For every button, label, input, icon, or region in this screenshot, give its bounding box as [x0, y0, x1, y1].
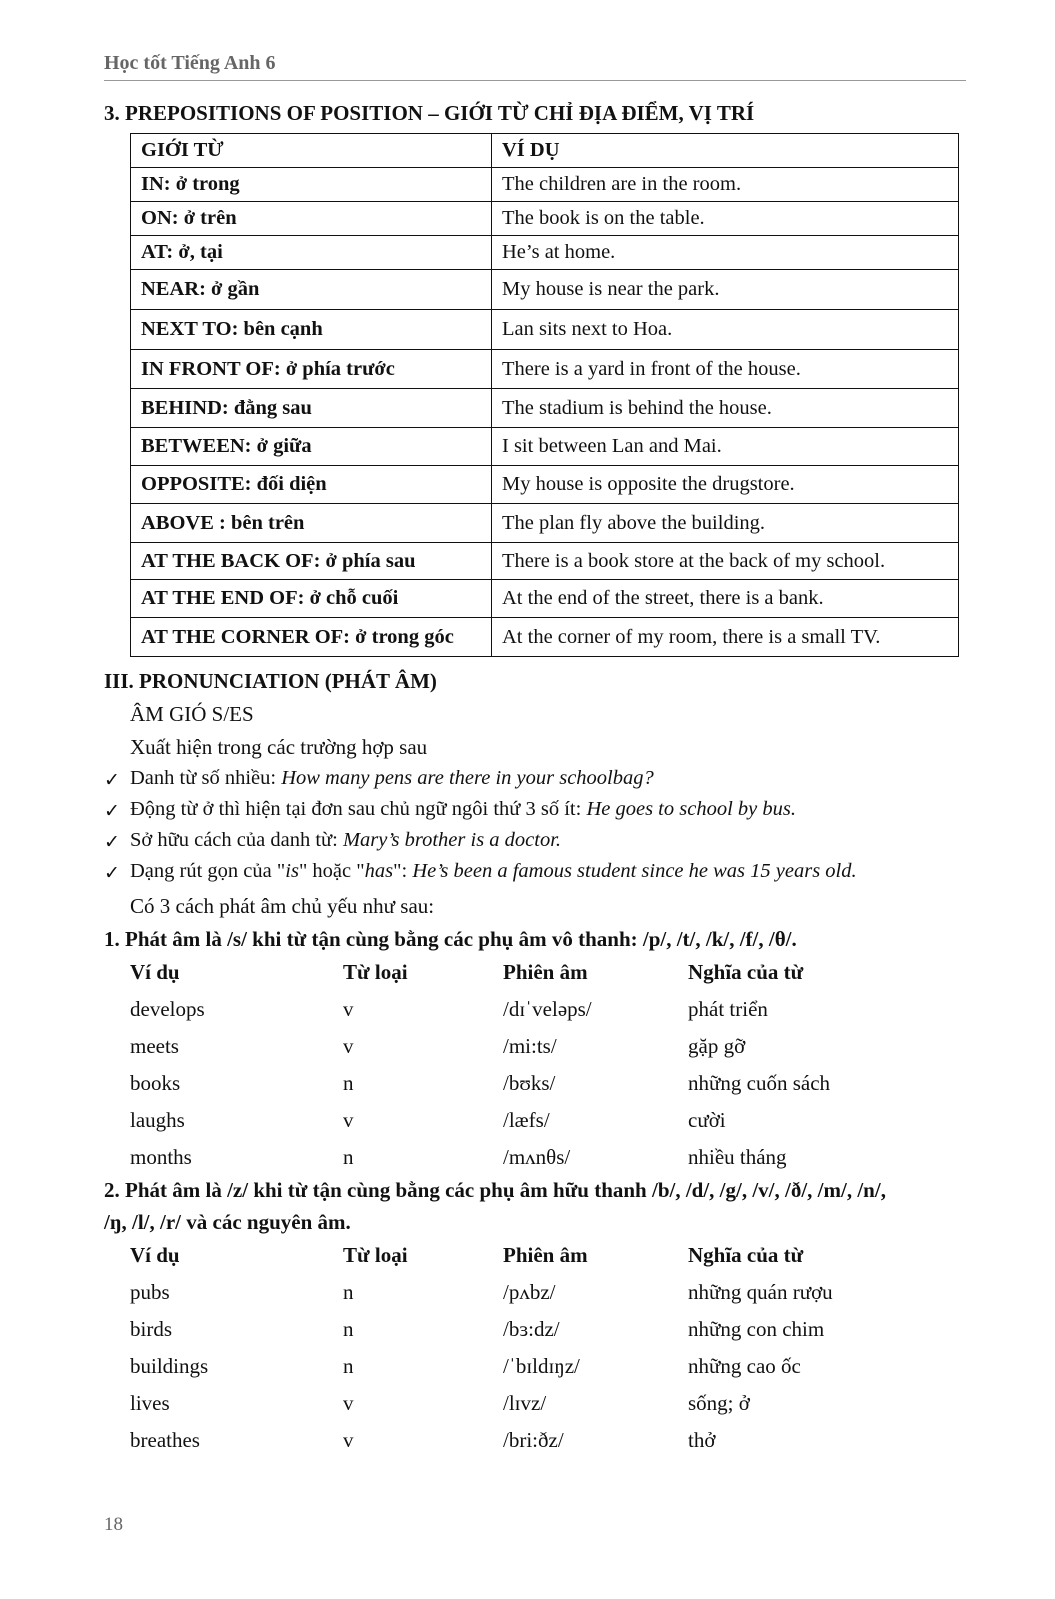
transcription: /lɪvz/ — [503, 1391, 547, 1415]
meaning: nhiều tháng — [688, 1145, 787, 1169]
word: lives — [130, 1391, 170, 1415]
bullet-text: " hoặc " — [298, 860, 365, 882]
word-type: v — [343, 1391, 354, 1415]
table-row — [131, 236, 959, 270]
preposition-cell: AT: ở, tại — [131, 236, 492, 270]
preposition-cell: OPPOSITE: đối diện — [131, 466, 492, 504]
preposition-cell: AT THE BACK OF: ở phía sau — [131, 543, 492, 580]
word-row — [130, 1354, 930, 1391]
table-row — [131, 389, 959, 428]
bullet-text: ": — [393, 860, 413, 882]
table-row — [131, 580, 959, 618]
pronunciation-intro: Xuất hiện trong các trường hợp sau — [130, 735, 428, 759]
transcription: /dɪˈveləps/ — [503, 997, 592, 1021]
prepositions-table — [130, 133, 959, 657]
word-type: v — [343, 1034, 354, 1058]
table-row — [131, 466, 959, 504]
word-table-header — [130, 960, 930, 997]
preposition-cell: ON: ở trên — [131, 202, 492, 236]
col-header-word-type: Từ loại — [343, 1243, 408, 1267]
example-cell: The stadium is behind the house. — [492, 389, 959, 428]
col-header-preposition: GIỚI TỪ — [131, 134, 492, 168]
pronunciation-heading: III. PRONUNCIATION (PHÁT ÂM) — [104, 669, 437, 693]
col-header-word-type: Từ loại — [343, 960, 408, 984]
table-row — [131, 350, 959, 389]
example-cell: The book is on the table. — [492, 202, 959, 236]
page-number: 18 — [104, 1514, 123, 1535]
word: birds — [130, 1317, 172, 1341]
word-type: n — [343, 1280, 354, 1304]
preposition-cell: BETWEEN: ở giữa — [131, 428, 492, 466]
word-row — [130, 997, 930, 1034]
word-table-header — [130, 1243, 930, 1280]
bullet-text: Sở hữu cách của danh từ: — [130, 829, 343, 851]
transcription: /bɜ:dz/ — [503, 1317, 560, 1341]
transcription: /bri:ðz/ — [503, 1428, 564, 1452]
word: breathes — [130, 1428, 200, 1452]
bullet-example: He’s been a famous student since he was 15 years old. — [412, 860, 857, 882]
bullet-word-has: has — [364, 860, 394, 882]
table-row — [131, 428, 959, 466]
word-row — [130, 1428, 930, 1465]
bullet-text: Động từ ở thì hiện tại đơn sau chủ ngữ ngôi thứ 3 số ít: — [130, 798, 587, 820]
pronunciation-subheading: ÂM GIÓ S/ES — [130, 702, 254, 726]
preposition-cell: AT THE END OF: ở chỗ cuối — [131, 580, 492, 618]
table-row — [131, 310, 959, 350]
bullet-text: Danh từ số nhiều: — [130, 767, 282, 789]
meaning: những quán rượu — [688, 1280, 833, 1304]
word-row — [130, 1071, 930, 1108]
meaning: gặp gỡ — [688, 1034, 746, 1058]
rule2-heading-line1: 2. Phát âm là /z/ khi từ tận cùng bằng các phụ âm hữu thanh /b/, /d/, /g/, /v/, /ð/, /m/, /n/, — [104, 1178, 886, 1202]
meaning: những cao ốc — [688, 1354, 801, 1378]
col-header-transcription: Phiên âm — [503, 1243, 588, 1267]
transcription: /mʌnθs/ — [503, 1145, 571, 1169]
word: meets — [130, 1034, 179, 1058]
check-icon: ✓ — [104, 801, 120, 822]
bullet-possessive — [130, 829, 561, 852]
check-icon: ✓ — [104, 832, 120, 853]
word-type: v — [343, 997, 354, 1021]
meaning: phát triển — [688, 997, 768, 1021]
bullet-word-is: is — [285, 860, 299, 882]
example-cell: The children are in the room. — [492, 168, 959, 202]
table-row — [131, 270, 959, 310]
running-header: Học tốt Tiếng Anh 6 — [104, 52, 276, 74]
word-row — [130, 1391, 930, 1428]
example-cell: He’s at home. — [492, 236, 959, 270]
table-row — [131, 504, 959, 543]
transcription: /pʌbz/ — [503, 1280, 556, 1304]
ways-intro: Có 3 cách phát âm chủ yếu như sau: — [130, 894, 435, 918]
meaning: những cuốn sách — [688, 1071, 831, 1095]
word: buildings — [130, 1354, 209, 1378]
table-row — [131, 202, 959, 236]
meaning: những con chim — [688, 1317, 825, 1341]
example-cell: At the corner of my room, there is a small TV. — [492, 618, 959, 657]
word-type: v — [343, 1428, 354, 1452]
example-cell: At the end of the street, there is a bank. — [492, 580, 959, 618]
col-header-example: Ví dụ — [130, 960, 180, 984]
check-icon: ✓ — [104, 770, 120, 791]
word: laughs — [130, 1108, 185, 1132]
col-header-meaning: Nghĩa của từ — [688, 960, 804, 984]
preposition-cell: IN: ở trong — [131, 168, 492, 202]
transcription: /bʊks/ — [503, 1071, 556, 1095]
preposition-cell: ABOVE : bên trên — [131, 504, 492, 543]
preposition-cell: BEHIND: đằng sau — [131, 389, 492, 428]
rule1-word-table — [130, 960, 930, 1182]
example-cell: My house is near the park. — [492, 270, 959, 310]
example-cell: There is a book store at the back of my school. — [492, 543, 959, 580]
meaning: cười — [688, 1108, 726, 1132]
col-header-example: Ví dụ — [130, 1243, 180, 1267]
bullet-text: Dạng rút gọn của " — [130, 860, 286, 882]
meaning: sống; ở — [688, 1391, 750, 1415]
word: months — [130, 1145, 192, 1169]
transcription: /læfs/ — [503, 1108, 550, 1132]
header-divider — [104, 80, 966, 81]
example-cell: There is a yard in front of the house. — [492, 350, 959, 389]
transcription: /ˈbɪldɪŋz/ — [503, 1354, 580, 1378]
word: pubs — [130, 1280, 170, 1304]
word-row — [130, 1108, 930, 1145]
preposition-cell: AT THE CORNER OF: ở trong góc — [131, 618, 492, 657]
word-row — [130, 1145, 930, 1182]
meaning: thở — [688, 1428, 716, 1452]
rule1-heading: 1. Phát âm là /s/ khi từ tận cùng bằng các phụ âm vô thanh: /p/, /t/, /k/, /f/, /θ/. — [104, 927, 797, 951]
example-cell: Lan sits next to Hoa. — [492, 310, 959, 350]
word-row — [130, 1034, 930, 1071]
preposition-cell: NEAR: ở gần — [131, 270, 492, 310]
word-type: n — [343, 1317, 354, 1341]
col-header-example: VÍ DỤ — [492, 134, 959, 168]
check-icon: ✓ — [104, 863, 120, 884]
table-row — [131, 543, 959, 580]
word-type: n — [343, 1354, 354, 1378]
example-cell: I sit between Lan and Mai. — [492, 428, 959, 466]
word-row — [130, 1280, 930, 1317]
bullet-example: He goes to school by bus. — [586, 798, 796, 820]
bullet-example: Mary’s brother is a doctor. — [342, 829, 562, 851]
preposition-cell: NEXT TO: bên cạnh — [131, 310, 492, 350]
word-type: n — [343, 1071, 354, 1095]
bullet-plural-nouns — [130, 767, 654, 790]
rule2-word-table — [130, 1243, 930, 1465]
word-row — [130, 1317, 930, 1354]
bullet-third-person-verbs — [130, 798, 796, 821]
example-cell: My house is opposite the drugstore. — [492, 466, 959, 504]
table-row — [131, 168, 959, 202]
bullet-contraction — [130, 860, 857, 883]
rule2-heading-line2: /ŋ, /l/, /r/ và các nguyên âm. — [104, 1210, 351, 1234]
col-header-transcription: Phiên âm — [503, 960, 588, 984]
bullet-example: How many pens are there in your schoolbag? — [281, 767, 654, 789]
word: books — [130, 1071, 181, 1095]
word-type: n — [343, 1145, 354, 1169]
word-type: v — [343, 1108, 354, 1132]
example-cell: The plan fly above the building. — [492, 504, 959, 543]
table-header-row — [131, 134, 959, 168]
table-row — [131, 618, 959, 657]
preposition-cell: IN FRONT OF: ở phía trước — [131, 350, 492, 389]
transcription: /mi:ts/ — [503, 1034, 557, 1058]
section-heading-prepositions: 3. PREPOSITIONS OF POSITION – GIỚI TỪ CHỈ ĐỊA ĐIỂM, VỊ TRÍ — [104, 101, 755, 125]
word: develops — [130, 997, 205, 1021]
col-header-meaning: Nghĩa của từ — [688, 1243, 804, 1267]
